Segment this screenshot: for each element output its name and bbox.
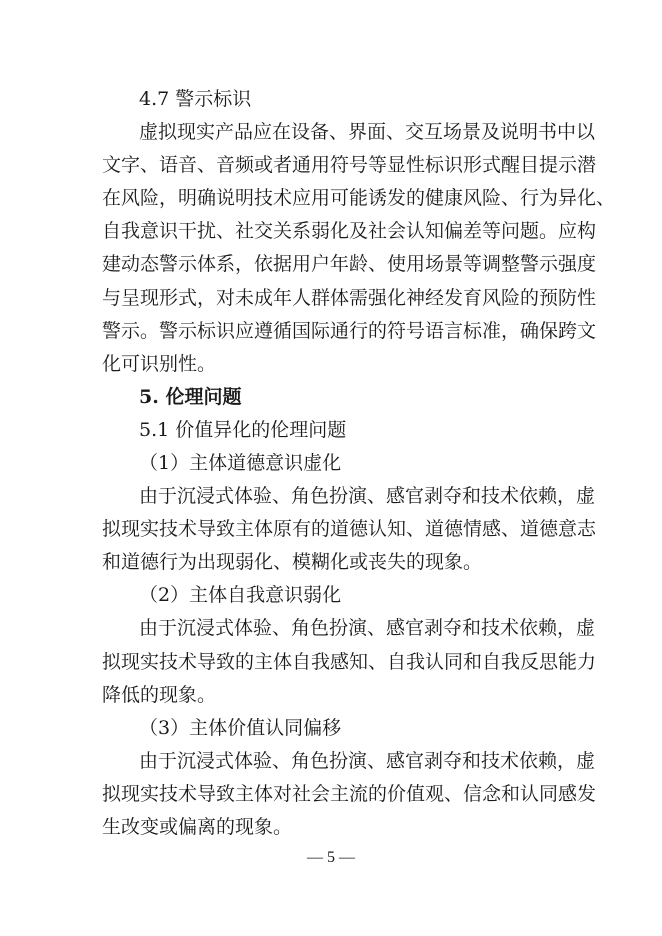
paragraph-line: 建动态警示体系，依据用户年龄、使用场景等调整警示强度 [102,253,597,275]
paragraph-line: 生改变或偏离的现象。 [102,816,293,838]
section-5-heading: 5. 伦理问题 [139,386,242,408]
paragraph-line: 警示。警示标识应遵循国际通行的符号语言标准，确保跨文 [102,320,597,342]
paragraph-line: 拟现实技术导致的主体自我感知、自我认同和自我反思能力 [102,651,597,673]
paragraph-line: 在风险，明确说明技术应用可能诱发的健康风险、行为异化、 [102,187,616,209]
paragraph-line: 由于沉浸式体验、角色扮演、感官剥夺和技术依赖，虚 [139,750,596,772]
paragraph-line: 由于沉浸式体验、角色扮演、感官剥夺和技术依赖，虚 [139,617,596,639]
paragraph-line: 自我意识干扰、社交关系弱化及社会认知偏差等问题。应构 [102,220,597,242]
item-3-title: （3）主体价值认同偏移 [139,717,342,739]
paragraph-line: 与呈现形式，对未成年人群体需强化神经发育风险的预防性 [102,287,597,309]
item-2-title: （2）主体自我意识弱化 [139,584,342,606]
page-number: — 5 — [307,849,355,866]
paragraph-line: 拟现实技术导致主体原有的道德认知、道德情感、道德意志 [102,518,597,540]
paragraph-line: 降低的现象。 [102,684,217,706]
item-1-title: （1）主体道德意识虚化 [139,452,342,474]
paragraph-line: 和道德行为出现弱化、模糊化或丧失的现象。 [102,551,483,573]
paragraph-line: 拟现实技术导致主体对社会主流的价值观、信念和认同感发 [102,783,597,805]
paragraph-line: 虚拟现实产品应在设备、界面、交互场景及说明书中以 [139,121,596,143]
paragraph-line: 化可识别性。 [102,353,217,375]
section-4-7-heading: 4.7 警示标识 [139,88,252,110]
paragraph-line: 文字、语音、音频或者通用符号等显性标识形式醒目提示潜 [102,154,597,176]
section-5-1-heading: 5.1 价值异化的伦理问题 [139,419,347,441]
paragraph-line: 由于沉浸式体验、角色扮演、感官剥夺和技术依赖，虚 [139,485,596,507]
